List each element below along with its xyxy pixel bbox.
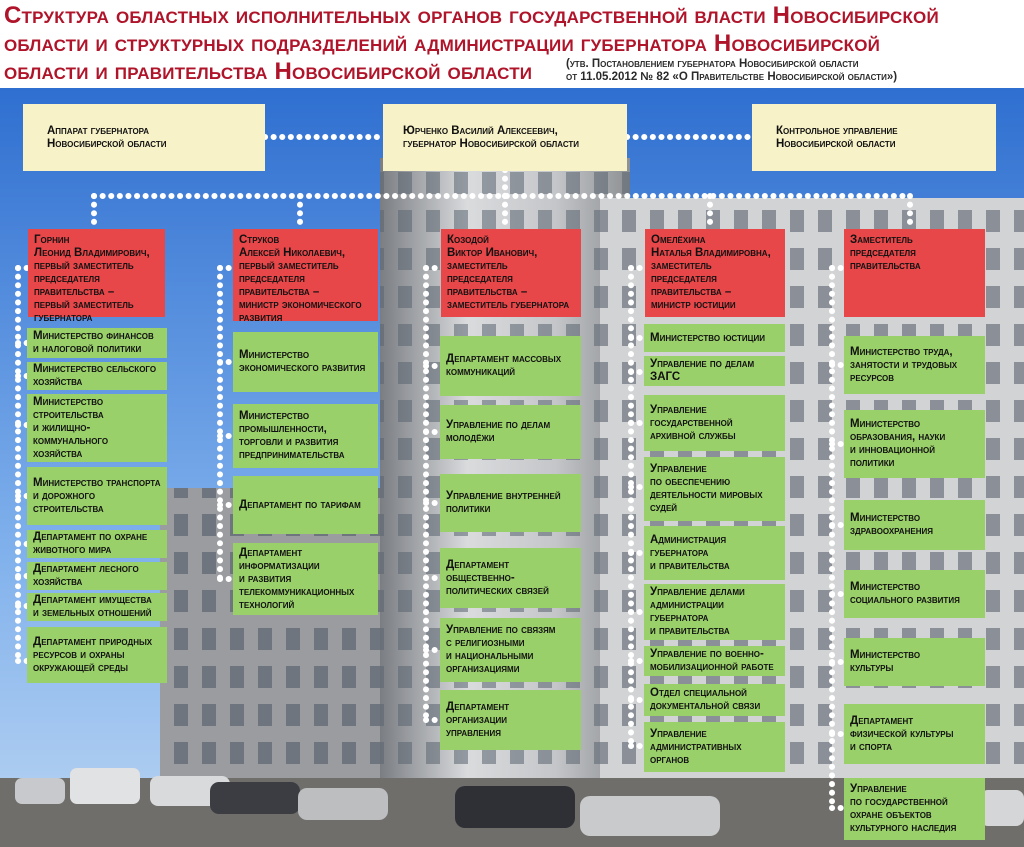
department-label: Департамент информатизации и развития телекоммуникационных технологий [239, 546, 355, 611]
department-box [844, 500, 985, 550]
title-line-1: Структура областных исполнительных органов государственной власти Новосибирской [4, 2, 939, 29]
department-label: Управление государственной архивной службы [650, 403, 736, 442]
department-label: Министерство транспорта и дорожного строительства [33, 476, 161, 515]
department-label: Министерство культуры [850, 649, 921, 674]
deputy-head-label: Горнин Леонид Владимирович, первый заместитель председателя правительства – первый заместитель губернатора [34, 234, 150, 324]
department-box [27, 394, 167, 462]
department-label: Министерство социального развития [850, 581, 960, 606]
deputy-head-label: Струков Алексей Николаевич, первый заместитель председателя правительства – министр экономического развития [239, 234, 362, 324]
deputy-head-label: Омелёхина Наталья Владимировна, заместитель председателя правительства – министр юстиции [651, 234, 771, 311]
department-label: Управление внутренней политики [446, 490, 561, 515]
department-box [27, 562, 167, 590]
deputy-head-label: Козодой Виктор Иванович, заместитель председателя правительства – заместитель губернатора [447, 234, 570, 311]
department-label: Министерство экономического развития [239, 349, 366, 374]
department-box [644, 356, 785, 386]
department-label: Министерство здравоохранения [850, 512, 933, 537]
deputy-head-box [645, 229, 785, 317]
department-label: Департамент лесного хозяйства [33, 563, 139, 588]
department-box [644, 722, 785, 772]
department-label: Министерство сельского хозяйства [33, 363, 157, 388]
department-box [644, 584, 785, 640]
department-box [440, 336, 581, 396]
department-box [27, 328, 167, 358]
department-label: Отдел специальной документальной связи [650, 687, 761, 712]
chart-subtitle [566, 58, 1006, 84]
department-label: Управление по делам ЗАГС [650, 358, 755, 383]
department-box [844, 410, 985, 478]
department-label: Управление делами администрации губернатора и правительства [650, 586, 745, 637]
department-label: Министерство образования, науки и инновационной политики [850, 418, 946, 469]
department-box [844, 336, 985, 394]
subtitle-line-2: от 11.05.2012 № 82 «О Правительстве Новосибирской области») [566, 71, 898, 83]
department-label: Министерство промышленности, торговли и развития предпринимательства [239, 410, 345, 461]
department-box [27, 467, 167, 525]
department-box [27, 593, 167, 621]
department-box [233, 404, 378, 468]
department-box [27, 627, 167, 683]
control-department-label: Контрольное управление Новосибирской области [776, 124, 898, 150]
department-box [27, 362, 167, 390]
department-label: Управление по государственной охране объектов культурного наследия [850, 783, 957, 834]
subtitle-line-1: (утв. Постановлением губернатора Новосибирской области [566, 58, 859, 70]
governor-apparatus-box [23, 104, 265, 171]
governor-box [383, 104, 627, 171]
department-label: Министерство финансов и налоговой политики [33, 330, 154, 355]
department-label: Министерство труда, занятости и трудовых ресурсов [850, 345, 958, 384]
department-box [644, 646, 785, 676]
department-box [233, 332, 378, 392]
deputy-head-box [844, 229, 985, 317]
department-box [644, 395, 785, 451]
department-box [233, 543, 378, 615]
department-label: Министерство юстиции [650, 331, 765, 344]
department-box [644, 457, 785, 521]
department-label: Департамент имущества и земельных отношений [33, 594, 152, 619]
deputy-head-label: Заместитель председателя правительства [850, 234, 921, 272]
department-box [233, 476, 378, 534]
department-label: Департамент организации управления [446, 700, 510, 739]
department-box [440, 618, 581, 682]
department-label: Управление по связям с религиозными и национальными организациями [446, 624, 556, 675]
department-label: Управление административных органов [650, 727, 742, 766]
department-label: Департамент по тарифам [239, 498, 361, 511]
department-box [844, 570, 985, 618]
department-label: Управление по делам молодёжи [446, 419, 551, 444]
deputy-head-box [441, 229, 581, 317]
department-label: Департамент физической культуры и спорта [850, 714, 954, 753]
department-box [440, 474, 581, 532]
deputy-head-box [28, 229, 165, 324]
department-label: Департамент по охране животного мира [33, 531, 148, 556]
department-label: Департамент массовых коммуникаций [446, 353, 562, 378]
department-box [844, 778, 985, 840]
department-box [644, 684, 785, 716]
department-box [440, 690, 581, 750]
department-box [844, 638, 985, 686]
governor-apparatus-label: Аппарат губернатора Новосибирской области [47, 124, 167, 150]
governor-label: Юрченко Василий Алексеевич, губернатор Новосибирской области [403, 124, 580, 150]
department-box [644, 526, 785, 580]
department-label: Управление по военно- мобилизационной работе [650, 648, 774, 673]
department-label: Управление по обеспечению деятельности мировых судей [650, 463, 763, 514]
deputy-head-box [233, 229, 378, 324]
department-box [844, 704, 985, 764]
title-line-2: области и структурных подразделений администрации губернатора Новосибирской [4, 30, 881, 57]
department-label: Департамент природных ресурсов и охраны окружающей среды [33, 635, 153, 674]
title-line-3: области и правительства Новосибирской области [4, 58, 533, 85]
department-label: Департамент общественно- политических связей [446, 558, 549, 597]
department-box [440, 405, 581, 459]
department-box [27, 530, 167, 558]
control-department-box [752, 104, 996, 171]
department-box [440, 548, 581, 608]
department-label: Министерство строительства и жилищно- коммунального хозяйства [33, 395, 109, 460]
department-label: Администрация губернатора и правительства [650, 533, 730, 572]
department-box [644, 324, 785, 352]
